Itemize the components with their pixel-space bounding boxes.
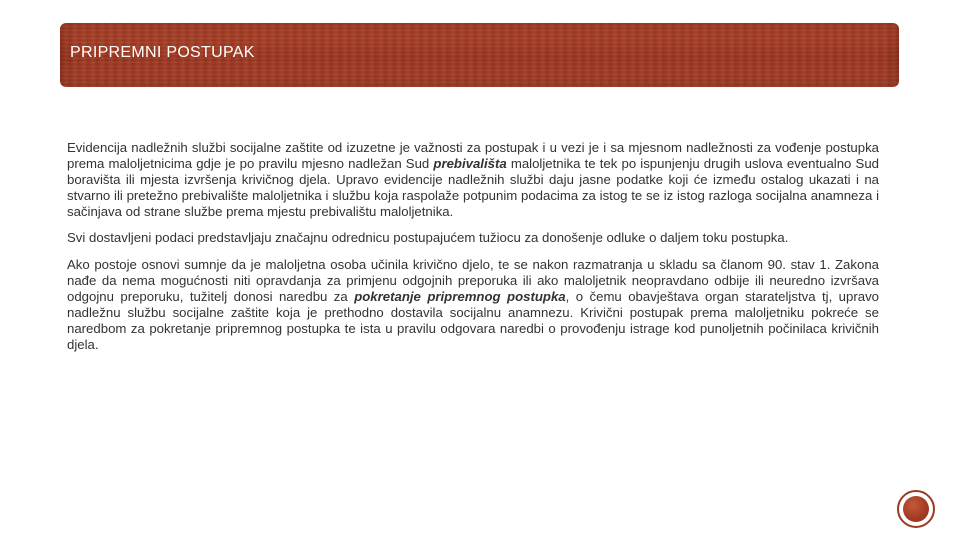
emphasis-pokretanje-pripremnog-postupka: pokretanje pripremnog postupka (354, 288, 566, 304)
title-banner (60, 23, 899, 87)
emphasis-prebivalista: prebivališta (433, 156, 507, 172)
paragraph-data-submitted (67, 230, 879, 246)
paragraph-preparatory-procedure (67, 257, 879, 354)
corner-circle-ornament (897, 490, 935, 528)
paragraph-text: maloljetnika te tek po ispunjenju drugih uslova eventualno Sud boravišta ili mjesta izvršenja krivičnog djela. Upravo evidencije nadležnih službi daju jasne podatke koji će između ostalog ukazati i na stvarno ili pretežno prebivalište maloljetnika i službu koja raspolaže potpunim podacima za istog te se iz istog razloga socijalna anamneza i sačinjava od strane službe prema mjestu prebivalištu maloljetnika. (67, 156, 879, 220)
paragraph-text: Evidencija nadležnih službi socijalne zaštite od izuzetne je važnosti za postupak i u vezi je i sa mjesnom nadležnosti za vođenje postupka prema maloljetnicima gdje je po pravilu mjesno nadležan Sud (67, 140, 879, 172)
slide-body (67, 140, 879, 363)
slide-title: PRIPREMNI POSTUPAK (70, 44, 255, 61)
paragraph-text: Svi dostavljeni podaci predstavljaju značajnu odrednicu postupajućem tužiocu za donošenje odluke o daljem toku postupka. (67, 230, 789, 246)
paragraph-text: Ako postoje osnovi sumnje da je maloljetna osoba učinila krivično djelo, te se nakon razmatranja u skladu sa članom 90. stav 1. Zakona nađe da nema mogućnosti niti opravdanja za primjenu odgojnih preporuka ili ako maloljetnik neopravdano odbije ili neuredno izvršava odgojnu preporuku, tužitelj donosi naredbu za (67, 256, 879, 304)
paragraph-text: , o čemu obavještava organ starateljstva tj, upravo nadležnu službu socijalne zaštite koja je prethodno dostavila socijalnu anamnezu. Krivični postupak prema maloljetniku pokreće se naredbom za pokretanje pripremnog postupka te ista u pravilu odgovara naredbi o provođenju istrage kod punoljetnih počinilaca krivičnih djela. (67, 288, 880, 353)
corner-circle-inner (903, 496, 929, 522)
paragraph-residence (67, 140, 879, 220)
